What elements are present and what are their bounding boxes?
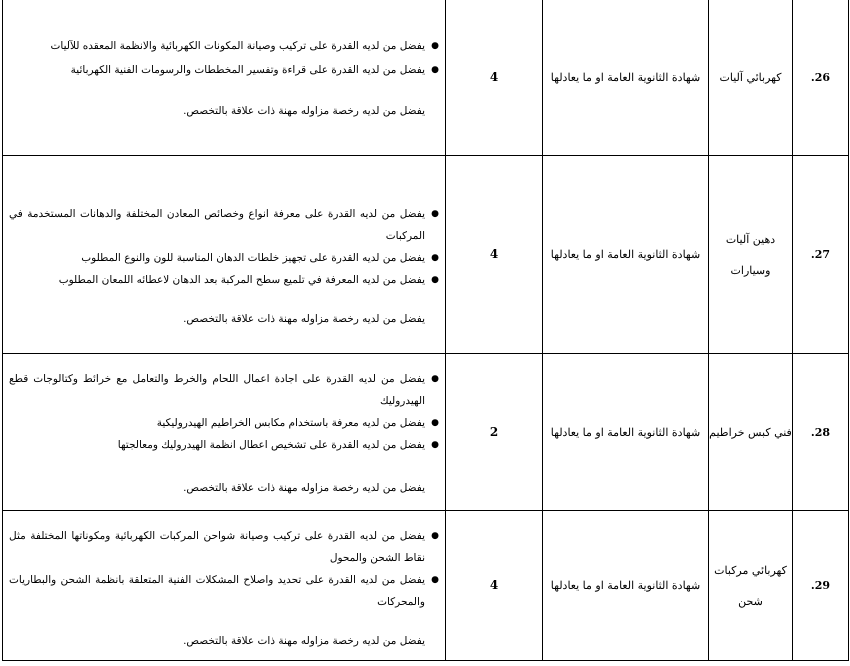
license-note: يفضل من لديه رخصة مزاوله مهنة ذات علاقة بالتخصص. xyxy=(183,105,425,117)
row-number-cell: .27 xyxy=(793,156,849,354)
job-title-cell: دهين آليات وسيارات xyxy=(709,156,793,354)
bullet-icon: ● xyxy=(431,208,439,219)
list-item: ● يفضل من لديه القدرة على تجهيز خلطات الدهان المناسبة للون والنوع المطلوب xyxy=(9,247,425,269)
bullet-icon: ● xyxy=(431,252,439,263)
list-item: ● يفضل من لديه القدرة على معرفة انواع وخصائص المعادن المختلفة والدهانات المستخدمة في المركبات xyxy=(9,203,425,247)
bullet-icon: ● xyxy=(431,440,439,450)
bullet-icon: ● xyxy=(431,418,439,428)
qualification-cell: شهادة الثانوية العامة او ما يعادلها xyxy=(543,511,709,661)
bullet-icon: ● xyxy=(431,530,439,541)
requirements-cell xyxy=(3,354,446,511)
license-note: يفضل من لديه رخصة مزاوله مهنة ذات علاقة بالتخصص. xyxy=(183,634,425,647)
qualification-cell: شهادة الثانوية العامة او ما يعادلها xyxy=(543,354,709,511)
list-item: ● يفضل من لديه القدرة على اجادة اعمال اللحام والخرط والتعامل مع خرائط وكتالوجات قطع الهيدروليك xyxy=(9,368,425,412)
table-row xyxy=(3,354,849,511)
count-cell: 4 xyxy=(446,511,543,661)
row-number-cell: .28 xyxy=(793,354,849,511)
bullet-icon: ● xyxy=(431,374,439,384)
job-title-cell: كهربائي مركبات شحن xyxy=(709,511,793,661)
list-item: ● يفضل من لديه القدرة على تركيب وصيانة المكونات الكهربائية والانظمة المعقده للآليات xyxy=(9,35,425,57)
requirements-cell xyxy=(3,511,446,661)
bullet-icon: ● xyxy=(431,274,439,285)
list-item: ● يفضل من لديه القدرة على قراءة وتفسير المخططات والرسومات الفنية الكهربائية xyxy=(9,59,425,81)
list-item: ● يفضل من لديه القدرة على تحديد واصلاح المشكلات الفنية المتعلقة بانظمة الشحن والبطاريات والمحركات xyxy=(9,569,425,613)
table-row xyxy=(3,511,849,661)
bullet-icon: ● xyxy=(431,41,439,51)
list-item: ● يفضل من لديه المعرفة في تلميع سطح المركبة بعد الدهان لاعطائه اللمعان المطلوب xyxy=(9,269,425,291)
list-item: ● يفضل من لديه القدرة على تركيب وصيانة شواحن المركبات الكهربائية ومكوناتها المختلفة مثل نقاط الشحن والمحول xyxy=(9,525,425,569)
count-cell: 4 xyxy=(446,0,543,156)
list-item: ● يفضل من لديه معرفة باستخدام مكابس الخراطيم الهيدروليكية xyxy=(9,412,425,434)
license-note: يفضل من لديه رخصة مزاوله مهنة ذات علاقة بالتخصص. xyxy=(183,482,425,494)
job-title-cell: كهربائي آليات xyxy=(709,0,793,156)
requirements-cell xyxy=(3,0,446,156)
count-cell: 2 xyxy=(446,354,543,511)
job-title-cell: فني كبس خراطيم xyxy=(709,354,793,511)
jobs-table xyxy=(2,0,849,661)
bullet-icon: ● xyxy=(431,65,439,75)
row-number-cell: .29 xyxy=(793,511,849,661)
requirements-cell xyxy=(3,156,446,354)
count-cell: 4 xyxy=(446,156,543,354)
table-row xyxy=(3,0,849,156)
list-item: ● يفضل من لديه القدرة على تشخيص اعطال انظمة الهيدروليك ومعالجتها xyxy=(9,434,425,456)
table-row xyxy=(3,156,849,354)
license-note: يفضل من لديه رخصة مزاوله مهنة ذات علاقة بالتخصص. xyxy=(183,312,425,325)
qualification-cell: شهادة الثانوية العامة او ما يعادلها xyxy=(543,156,709,354)
bullet-icon: ● xyxy=(431,574,439,585)
qualification-cell: شهادة الثانوية العامة او ما يعادلها xyxy=(543,0,709,156)
row-number-cell: .26 xyxy=(793,0,849,156)
